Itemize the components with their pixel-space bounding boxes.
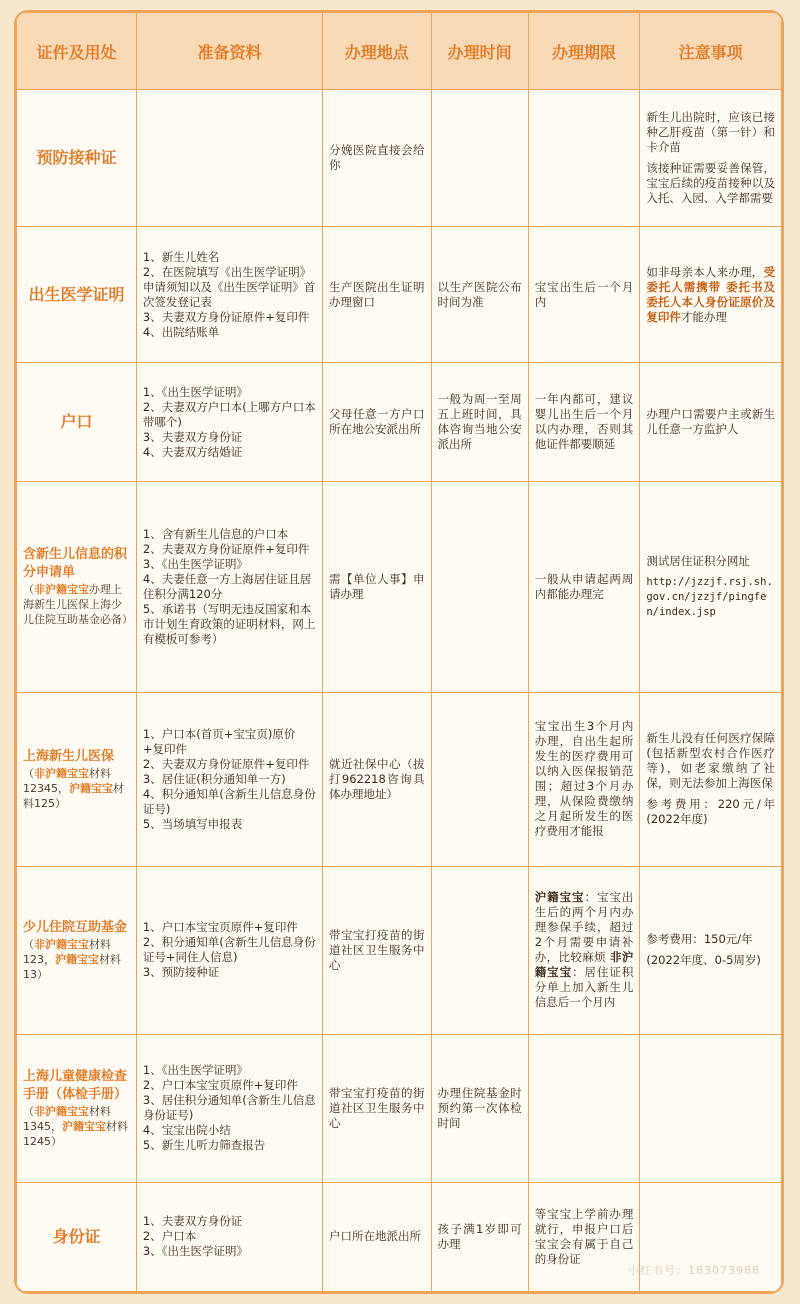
material-item: 4、出院结账单 <box>142 324 220 339</box>
document-title: 上海儿童健康检查手册（体检手册） <box>23 1068 128 1102</box>
table-row <box>17 481 782 692</box>
material-item: 4、积分通知单(含新生儿信息身份证号) <box>142 786 316 816</box>
document-name: 身份证 <box>17 1182 137 1291</box>
document-name <box>17 1034 137 1182</box>
header-materials: 准备资料 <box>136 13 322 90</box>
time-cell <box>431 481 528 692</box>
document-subnote: （非沪籍宝宝材料12345，沪籍宝宝材料125） <box>23 766 124 810</box>
material-item: 2、户口本宝宝页原件+复印件 <box>142 1078 298 1093</box>
material-item: 4、夫妻任意一方上海居住证且居住积分满120分 <box>142 571 312 601</box>
materials-cell <box>136 1182 322 1291</box>
table-row <box>17 692 782 866</box>
document-title: 含新生儿信息的积分申请单 <box>23 547 128 581</box>
materials-cell <box>136 866 322 1034</box>
note-text: 才能办理 <box>680 309 727 324</box>
document-subnote: （非沪籍宝宝材料1345，沪籍宝宝材料1245） <box>23 1104 128 1148</box>
deadline-highlight: 沪籍宝宝 <box>534 890 585 905</box>
material-item: 3、预防接种证 <box>142 965 220 980</box>
notes-cell <box>640 226 782 363</box>
material-item: 4、宝宝出院小结 <box>142 1123 231 1138</box>
place-cell: 分娩医院直接会给你 <box>322 90 431 227</box>
deadline-cell: 一般从申请起两周内都能办理完 <box>528 481 640 692</box>
material-item: 3、居住积分通知单(含新生儿信息身份证号) <box>142 1093 316 1123</box>
header-row <box>17 13 782 90</box>
notes-cell <box>640 1034 782 1182</box>
deadline-cell: 等宝宝上学前办理就行，申报户口后宝宝会有属于自己的身份证 <box>528 1182 640 1291</box>
material-item: 3、《出生医学证明》 <box>142 1244 248 1259</box>
place-cell: 带宝宝打疫苗的街道社区卫生服务中心 <box>322 1034 431 1182</box>
header-document: 证件及用处 <box>17 13 137 90</box>
header-deadline: 办理期限 <box>528 13 640 90</box>
material-item: 1、夫妻双方身份证 <box>142 1214 243 1229</box>
material-item: 4、夫妻双方结婚证 <box>142 444 243 459</box>
note-text: 新生儿没有任何医疗保障(包括新型农村合作医疗等)，如老家缴纳了社保，则无法参加上海医保 <box>646 731 775 791</box>
material-item: 2、积分通知单(含新生儿信息身份证号+同住人信息) <box>142 935 316 965</box>
time-cell <box>431 692 528 866</box>
document-name: 户口 <box>17 363 137 481</box>
documents-table <box>16 12 782 1292</box>
material-item: 2、户口本 <box>142 1229 197 1244</box>
material-item: 5、新生儿听力筛查报告 <box>142 1138 266 1153</box>
note-text: 测试居住证积分网址 <box>646 553 750 568</box>
document-subnote: （非沪籍宝宝办理上海新生儿医保上海少儿住院互助基金必备） <box>23 583 133 627</box>
material-item: 1、户口本(首页+宝宝页)原价+复印件 <box>142 726 296 756</box>
document-name: 出生医学证明 <box>17 226 137 363</box>
material-item: 3、夫妻双方身份证原件+复印件 <box>142 309 310 324</box>
note-text: 新生儿出院时，应该已接种乙肝疫苗（第一针）和卡介苗 <box>646 109 775 154</box>
material-item: 1、新生儿姓名 <box>142 249 220 264</box>
place-cell: 生产医院出生证明办理窗口 <box>322 226 431 363</box>
table-row <box>17 226 782 363</box>
material-item: 5、当场填写申报表 <box>142 816 243 831</box>
document-title: 上海新生儿医保 <box>23 748 115 764</box>
material-item: 2、夫妻双方身份证原件+复印件 <box>142 756 310 771</box>
notes-cell <box>640 90 782 227</box>
material-item: 2、夫妻双方身份证原件+复印件 <box>142 541 310 556</box>
time-cell: 以生产医院公布时间为准 <box>431 226 528 363</box>
deadline-cell: 宝宝出生后一个月内 <box>528 226 640 363</box>
document-subnote: （非沪籍宝宝材料123，沪籍宝宝材料13） <box>23 937 121 981</box>
document-name <box>17 866 137 1034</box>
watermark: 小红书号：183073988 <box>628 1264 760 1277</box>
material-item: 1、《出生医学证明》 <box>142 1063 248 1078</box>
material-item: 3、夫妻双方身份证 <box>142 429 243 444</box>
deadline-cell: 宝宝出生3个月内办理，自出生起所发生的医疗费用可以纳入医保报销范围；超过3个月办理，从保险费缴纳之月起所发生的医疗费用才能报 <box>528 692 640 866</box>
header-place: 办理地点 <box>322 13 431 90</box>
header-time: 办理时间 <box>431 13 528 90</box>
place-cell: 需【单位人事】申请办理 <box>322 481 431 692</box>
points-url-link[interactable]: http://jzzjf.rsj.sh.gov.cn/jzzjf/pingfen/index.jsp <box>646 575 773 618</box>
place-cell: 户口所在地派出所 <box>322 1182 431 1291</box>
deadline-cell: 一年内都可，建议婴儿出生后一个月以内办理，否则其他证件都要顺延 <box>528 363 640 481</box>
note-text: 该接种证需要妥善保管，宝宝后续的疫苗接种以及入托、入园、入学都需要 <box>646 160 775 205</box>
table-row <box>17 363 782 481</box>
materials-cell <box>136 1034 322 1182</box>
document-title: 少儿住院互助基金 <box>23 919 128 935</box>
materials-cell <box>136 481 322 692</box>
header-notes: 注意事项 <box>640 13 782 90</box>
time-cell: 办理住院基金时预约第一次体检时间 <box>431 1034 528 1182</box>
material-item: 2、夫妻双方户口本(上哪方户口本带哪个) <box>142 399 316 429</box>
notes-cell: 办理户口需要户主或新生儿任意一方监护人 <box>640 363 782 481</box>
table-row <box>17 90 782 227</box>
material-item: 1、户口本宝宝页原件+复印件 <box>142 920 298 935</box>
deadline-cell <box>528 90 640 227</box>
time-cell: 一般为周一至周五上班时间，具体咨询当地公安派出所 <box>431 363 528 481</box>
materials-cell <box>136 363 322 481</box>
note-text: 参考费用：150元/年 <box>646 932 753 947</box>
note-text: 参考费用：220元/年(2022年度) <box>646 797 775 827</box>
info-table-frame <box>14 10 784 1294</box>
deadline-highlight: 非沪籍宝宝 <box>534 950 634 980</box>
materials-cell <box>136 226 322 363</box>
place-cell: 带宝宝打疫苗的街道社区卫生服务中心 <box>322 866 431 1034</box>
time-cell: 孩子满1岁即可办理 <box>431 1182 528 1291</box>
material-item: 1、《出生医学证明》 <box>142 384 248 399</box>
note-text: 如非母亲本人来办理， <box>646 264 764 279</box>
note-highlight: 受委托人需携带 委托书及委托人本人身份证原价及复印件 <box>646 264 775 324</box>
notes-cell <box>640 692 782 866</box>
materials-cell <box>136 90 322 227</box>
deadline-text: ：宝宝出生后的两个月内办理参保手续，超过2个月需要申请补办，比较麻烦 <box>534 890 634 965</box>
document-name <box>17 481 137 692</box>
document-name <box>17 692 137 866</box>
deadline-cell <box>528 866 640 1034</box>
deadline-cell <box>528 1034 640 1182</box>
material-item: 3、居住证(积分通知单一方) <box>142 771 286 786</box>
table-row <box>17 866 782 1034</box>
notes-cell <box>640 866 782 1034</box>
materials-cell <box>136 692 322 866</box>
material-item: 1、含有新生儿信息的户口本 <box>142 526 289 541</box>
table-row <box>17 1034 782 1182</box>
time-cell <box>431 866 528 1034</box>
time-cell <box>431 90 528 227</box>
place-cell: 就近社保中心（拔打962218咨询具体办理地址） <box>322 692 431 866</box>
material-item: 2、在医院填写《出生医学证明》申请须知以及《出生医学证明》首次签发登记表 <box>142 264 316 309</box>
document-name: 预防接种证 <box>17 90 137 227</box>
notes-cell <box>640 481 782 692</box>
material-item: 5、承诺书（写明无违反国家和本市计划生育政策的证明材料，网上有模板可参考） <box>142 601 316 646</box>
place-cell: 父母任意一方户口所在地公安派出所 <box>322 363 431 481</box>
note-text: (2022年度、0-5周岁) <box>646 953 761 968</box>
deadline-text: ：居住证积分单上加入新生儿信息后一个月内 <box>534 965 634 1010</box>
material-item: 3、《出生医学证明》 <box>142 556 248 571</box>
